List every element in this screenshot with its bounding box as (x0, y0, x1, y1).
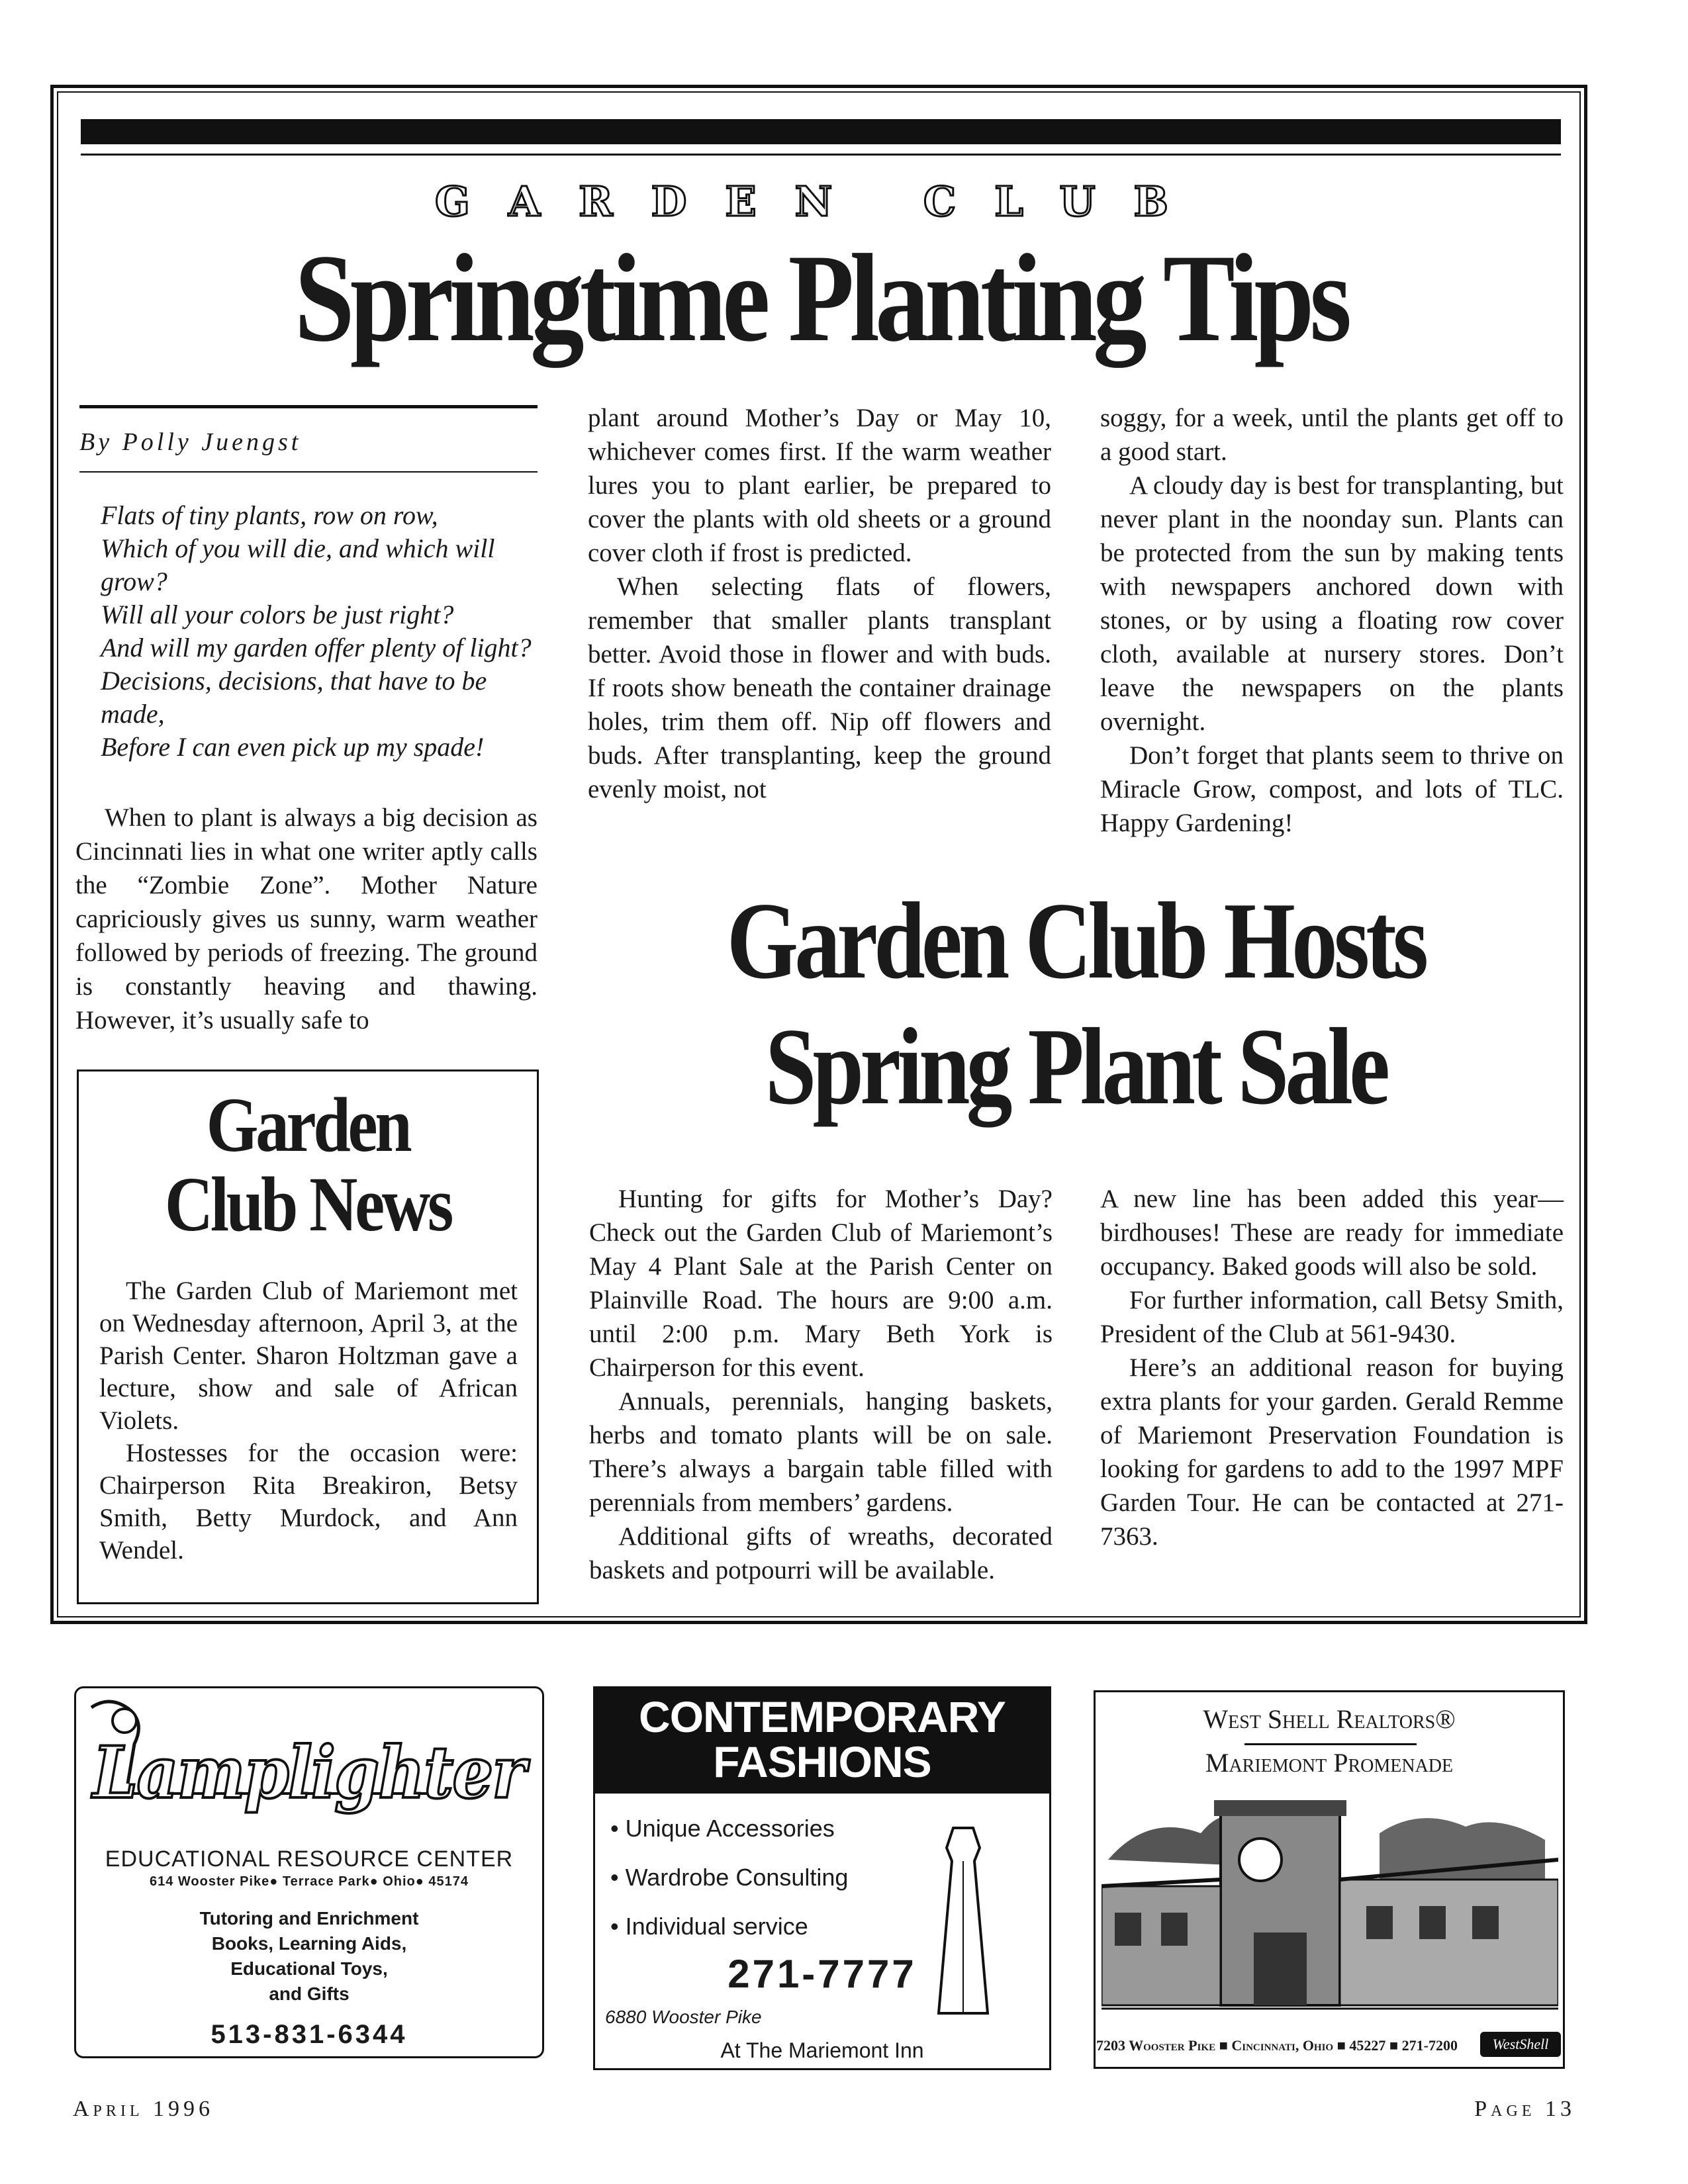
poem-line: Flats of tiny plants, row on row, (101, 500, 438, 530)
paragraph: When to plant is always a big decision as Cincinnati lies in what one writer aptly calls the “Zombie Zone”. Mother Nature capriciously gives us sunny, warm weather followed by periods of freezing. The ground is constantly heaving and thawing. However, it’s usually safe to (75, 803, 538, 1034)
poem-line: Will all your colors be just right? (101, 600, 454, 629)
article1-column-1 (75, 801, 538, 1037)
lamplighter-address: 614 Wooster Pike● Terrace Park● Ohio● 45174 (149, 1874, 469, 1889)
poem-line: And will my garden offer plenty of light? (101, 633, 532, 662)
headline-line: Garden Club Hosts (726, 880, 1425, 1001)
article-headline: Springtime Planting Tips (294, 229, 1348, 368)
paragraph: A new line has been added this year—birdhouses! These are ready for immediate occupancy. Baked goods will also be sold. (1100, 1185, 1564, 1281)
poem-line: Decisions, decisions, that have to be made, (101, 666, 487, 729)
paragraph: soggy, for a week, until the plants get off to a good start. (1100, 404, 1564, 466)
paragraph: For further information, call Betsy Smith, President of the Club at 561-9430. (1100, 1286, 1564, 1348)
paragraph: Hunting for gifts for Mother’s Day? Check out the Garden Club of Mariemont’s May 4 Plant Sale at the Parish Center on Plainville Road. The hours are 9:00 a.m. until 2:00 p.m. Mary Beth York is Chairperson for this event. (589, 1185, 1053, 1382)
service-item: • Individual service (610, 1913, 808, 1940)
fashions-phone: 271-7777 (727, 1952, 917, 1996)
lamplighter-subtitle: EDUCATIONAL RESOURCE CENTER (105, 1846, 514, 1872)
westshell-title: West Shell Realtors® (1203, 1704, 1456, 1734)
poem (101, 499, 538, 764)
paragraph: Don’t forget that plants seem to thrive on Miracle Grow, compost, and lots of TLC. Happy Gardening! (1100, 741, 1564, 837)
title-line: FASHIONS (713, 1737, 931, 1786)
lamplighter-services (74, 1906, 544, 2007)
headline-line: Spring Plant Sale (765, 1005, 1387, 1127)
news-title (109, 1081, 506, 1248)
westshell-address: 7203 Wooster Pike ■ Cincinnati, Ohio ■ 45227 ■ 271-7200 (1096, 2037, 1458, 2054)
service-item: • Unique Accessories (610, 1815, 835, 1842)
building-illustration (1102, 1780, 1558, 2030)
article2-headline (666, 878, 1485, 1129)
header-rule (81, 154, 1561, 156)
paragraph: A cloudy day is best for transplanting, but never plant in the noonday sun. Plants can be protected from the sun by making tents with newspapers anchored down with stones, or by using a floating row cover cloth, available at nursery stores. Don’t leave the newspapers on the plants overnight. (1100, 471, 1564, 736)
fashions-location: At The Mariemont Inn (720, 2038, 924, 2062)
issue-date: April 1996 (73, 2097, 214, 2121)
fashions-address: 6880 Wooster Pike (605, 2007, 762, 2027)
news-title-line: Garden (206, 1081, 410, 1168)
paragraph: When selecting flats of flowers, remember that smaller plants transplant better. Avoid those in flower and with buds. If roots show beneath the container drainage holes, trim them off. Nip off flowers and buds. After transplanting, keep the ground evenly moist, not (588, 572, 1051, 803)
paragraph: Additional gifts of wreaths, decorated baskets and potpourri will be available. (589, 1522, 1053, 1584)
service-line: and Gifts (269, 1983, 350, 2004)
paragraph: Annuals, perennials, hanging baskets, herbs and tomato plants will be on sale. There’s always a bargain table filled with perennials from members’ gardens. (589, 1387, 1053, 1517)
westshell-subtitle: Mariemont Promenade (1205, 1748, 1454, 1778)
byline-rule-bottom (79, 471, 538, 473)
byline-rule-top (79, 405, 538, 408)
byline: By Polly Juengst (79, 428, 302, 456)
westshell-rule (1244, 1743, 1417, 1745)
header-bar (81, 119, 1561, 144)
paragraph: The Garden Club of Mariemont met on Wednesday afternoon, April 3, at the Parish Center. Sharon Holtzman gave a lecture, show and sale of African Violets. (99, 1277, 518, 1435)
poem-line: Which of you will die, and which will grow? (101, 533, 495, 596)
westshell-logo-text: WestShell (1492, 2036, 1549, 2052)
service-line: Educational Toys, (230, 1958, 388, 1979)
lamplighter-name: Lamplighter (93, 1731, 525, 1815)
service-item: • Wardrobe Consulting (610, 1864, 849, 1891)
news-title-line: Club News (164, 1161, 451, 1248)
service-line: Tutoring and Enrichment (199, 1908, 419, 1929)
paragraph: plant around Mother’s Day or May 10, whichever comes first. If the warm weather lures you to plant earlier, be prepared to cover the plants with old sheets or a ground cover cloth if frost is predicted. (588, 404, 1051, 567)
service-line: Books, Learning Aids, (211, 1933, 407, 1954)
fashions-title (593, 1694, 1051, 1784)
poem-line: Before I can even pick up my spade! (101, 732, 485, 762)
article2-column-2 (1100, 1182, 1564, 1553)
news-body (99, 1275, 518, 1567)
paragraph: Hostesses for the occasion were: Chairperson Rita Breakiron, Betsy Smith, Betty Murdock, and Ann Wendel. (99, 1439, 518, 1565)
article1-column-3 (1100, 401, 1564, 840)
article1-column-2 (588, 401, 1051, 806)
page-number: Page 13 (1474, 2097, 1575, 2121)
fashions-services (610, 1804, 848, 1951)
article2-column-1 (589, 1182, 1053, 1587)
paragraph: Here’s an additional reason for buying extra plants for your garden. Gerald Remme of Mariemont Preservation Foundation is looking for gardens to add to the 1997 MPF Garden Tour. He can be contacted at 271-7363. (1100, 1353, 1564, 1551)
lamplighter-phone: 513-831-6344 (211, 2020, 408, 2049)
title-line: CONTEMPORARY (639, 1692, 1006, 1741)
section-kicker: GARDEN CLUB (435, 177, 1207, 226)
